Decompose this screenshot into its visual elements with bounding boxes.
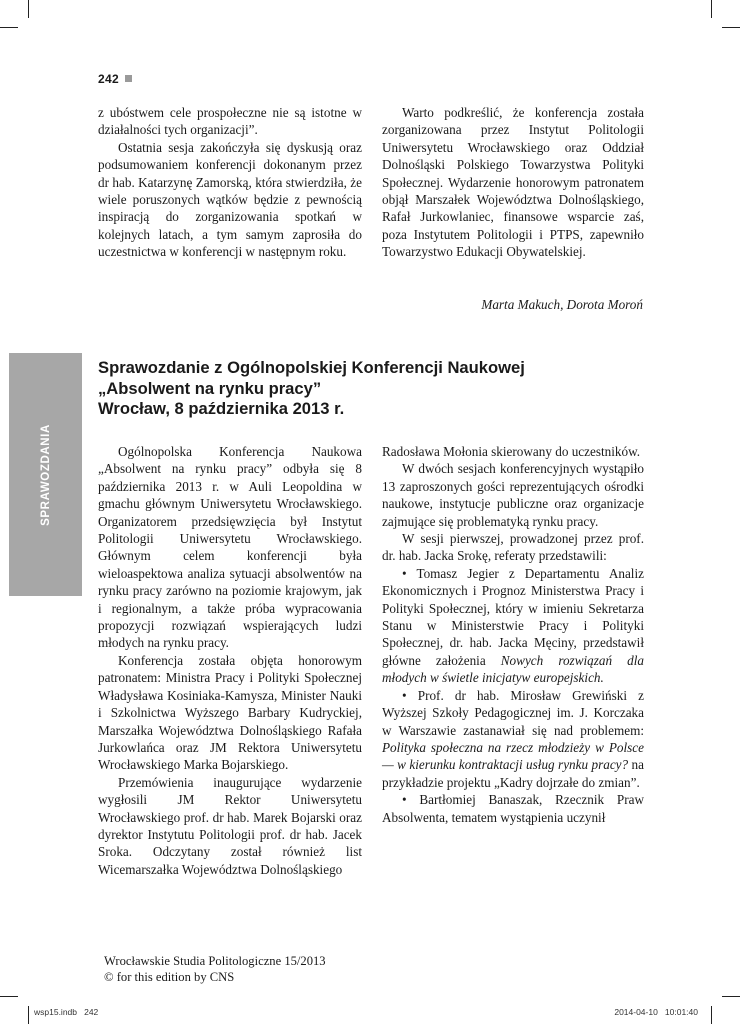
crop-mark (711, 0, 712, 18)
top-left-column (98, 104, 362, 261)
article-right-column (382, 443, 644, 826)
paragraph: Radosława Mołonia skierowany do uczestników. (382, 444, 641, 459)
journal-name: Wrocławskie Studia Politologiczne 15/2013 (104, 954, 326, 968)
crop-mark (722, 996, 740, 997)
paragraph: Ogólnopolska Konferencja Naukowa „Absolwent na rynku pracy” odbyła się 8 października 2013 r. w Auli Leopoldina w gmachu głównym Uniwersytetu Wrocławskiego. Organizatorem przedsięwzięcia był Instytut Politologii Uniwersytetu Wrocławskiego. Głównym celem konferencji była wieloaspektowa analiza sytuacji absolwentów na rynku pracy zarówno na poziomie krajowym, jak i regionalnym, a także próba wypracowania propozycji rozwiązań wspierających ludzi młodych na rynku pracy. (98, 444, 362, 651)
crop-mark (711, 1006, 712, 1024)
section-side-tab-label: SPRAWOZDANIA (39, 423, 52, 526)
paragraph: z ubóstwem cele prospołeczne nie są istotne w działalności tych organizacji”. (98, 105, 362, 138)
paragraph: W sesji pierwszej, prowadzonej przez prof. dr. hab. Jacka Srokę, referaty przedstawili: (382, 531, 644, 564)
paragraph-italic-text: Polityka społeczna na rzecz młodzieży w Polsce — w kierunku kontraktacji usług rynku pracy? (382, 739, 644, 773)
paragraph: Konferencja została objęta honorowym patronatem: Ministra Pracy i Polityki Społecznej Władysława Kosiniaka-Kamysza, Minister Nauki i Szkolnictwa Wyższego Barbary Kudryckiej, Marszałka Województwa Dolnośląskiego Rafała Jurkowlańca oraz JM Rektora Uniwersytetu Wrocławskiego Marka Bojarskiego. (98, 652, 362, 773)
article-title-line: Sprawozdanie z Ogólnopolskiej Konferencji Naukowej (98, 358, 525, 377)
bullet-paragraph (382, 565, 644, 687)
crop-mark (0, 27, 18, 28)
top-right-column (382, 104, 644, 261)
crop-mark (28, 0, 29, 18)
bullet-paragraph: • Bartłomiej Banaszak, Rzecznik Praw Absolwenta, tematem wystąpienia uczynił (382, 792, 644, 825)
article-title (98, 358, 658, 420)
crop-mark (0, 996, 18, 997)
copyright-notice: © for this edition by CNS (104, 969, 235, 984)
print-slug-file: wsp15.indb 242 (34, 1007, 99, 1017)
crop-mark (722, 27, 740, 28)
article-title-line: „Absolwent na rynku pracy” (98, 378, 322, 398)
bullet-paragraph (382, 687, 644, 791)
paragraph: Przemówienia inaugurujące wydarzenie wygłosili JM Rektor Uniwersytetu Wrocławskiego prof. dr hab. Marek Bojarski oraz dyrektor Instytutu Politologii prof. dr hab. Jacek Sroka. Odczytany został również list Wicemarszałka Województwa Dolnośląskiego (98, 774, 362, 877)
article-left-column (98, 443, 362, 878)
author-signature: Marta Makuch, Dorota Moroń (481, 297, 643, 312)
print-slug-timestamp: 2014-04-10 10:01:40 (614, 1007, 698, 1017)
section-side-tab (9, 353, 82, 596)
journal-footer (104, 954, 326, 985)
paragraph-italic-text: Nowych rozwiązań dla młodych w świetle inicjatyw europejskich. (382, 652, 644, 686)
article-title-line: Wrocław, 8 października 2013 r. (98, 399, 345, 418)
paragraph: W dwóch sesjach konferencyjnych wystąpiło 13 zaproszonych gości reprezentujących ośrodki naukowe, instytucje publiczne oraz organizacje zajmujące się problematyką rynku pracy. (382, 461, 644, 529)
paragraph: Ostatnia sesja zakończyła się dyskusją oraz podsumowaniem konferencji dokonanym przez dr hab. Katarzynę Zamorską, która stwierdziła, że wiele poruszonych wątków będzie z pewnością inspiracją do zorganizowania spotkań w kolejnych latach, a tym samym zaprosiła do uczestnictwa w konferencji w następnym roku. (98, 139, 362, 260)
crop-mark (28, 1006, 29, 1024)
paragraph-text: • Tomasz Jegier z Departamentu Analiz Ekonomicznych i Prognoz Ministerstwa Pracy i Polityki Społecznej, który w imieniu Sekretarza Stanu w Ministerstwie Pracy i Polityki Społecznej, dr. hab. Jacka Męciny, przedstawił główne założenia (382, 565, 644, 668)
paragraph-text: na przykładzie projektu „Kadry dojrzałe do zmian”. (382, 757, 644, 790)
page-number-text: 242 (98, 72, 119, 86)
square-bullet-icon (125, 75, 132, 82)
paragraph-text: • Prof. dr hab. Mirosław Grewiński z Wyższej Szkoły Pedagogicznej im. J. Korczaka w Warszawie zastanawiał się nad problemem: (382, 687, 644, 738)
page-number (98, 72, 132, 86)
paragraph: Warto podkreślić, że konferencja została zorganizowana przez Instytut Politologii Uniwersytetu Wrocławskiego oraz Oddział Dolnośląski Polskiego Towarzystwa Polityki Społecznej. Wydarzenie honorowym patronatem objął Marszałek Województwa Dolnośląskiego, Rafał Jurkowlaniec, finansowe wsparcie zaś, poza Instytutem Politologii i PTPS, zapewniło Towarzystwo Edukacji Obywatelskiej. (382, 105, 644, 260)
